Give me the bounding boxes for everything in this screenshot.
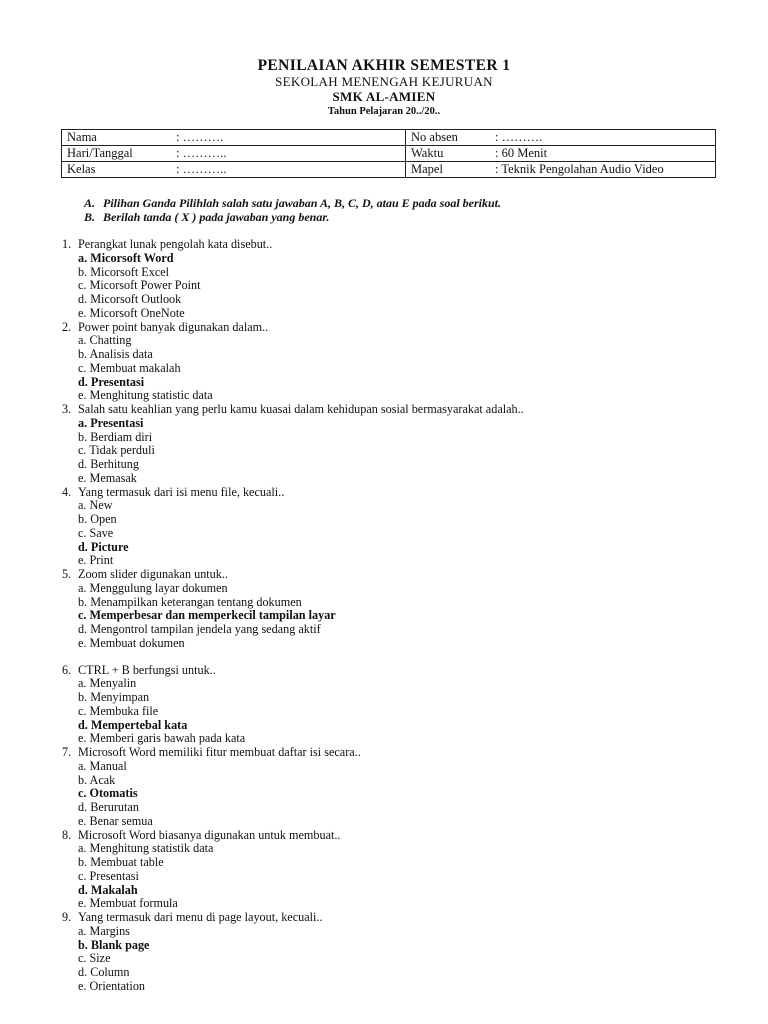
- nama-label: Nama: [67, 130, 97, 144]
- question-item: [62, 829, 524, 912]
- waktu-cell: [406, 146, 716, 162]
- question-text: [62, 486, 524, 500]
- answer-option[interactable]: e. Benar semua: [78, 813, 153, 828]
- answer-option-correct[interactable]: d. Presentasi: [78, 374, 145, 389]
- answer-option[interactable]: a. New: [78, 498, 113, 513]
- answer-option[interactable]: c. Tidak perduli: [78, 443, 155, 458]
- answer-option[interactable]: b. Menampilkan keterangan tentang dokumen: [78, 594, 302, 609]
- question-item: [62, 568, 524, 651]
- nama-cell: [62, 130, 406, 146]
- question-prompt: Microsoft Word biasanya digunakan untuk membuat..: [78, 827, 341, 842]
- question-item: [62, 403, 524, 486]
- answer-option[interactable]: d. Micorsoft Outlook: [78, 292, 182, 306]
- answer-option[interactable]: b. Berdiam diri: [78, 429, 153, 444]
- question-list: [62, 238, 524, 994]
- hari-value: : ………..: [176, 146, 227, 160]
- answer-option-correct[interactable]: a. Micorsoft Word: [78, 250, 174, 265]
- nama-value: : ……….: [176, 130, 224, 144]
- answer-option[interactable]: e. Memberi garis bawah pada kata: [78, 731, 246, 746]
- question-prompt: Zoom slider digunakan untuk..: [78, 567, 228, 581]
- answer-option[interactable]: d. Berurutan: [78, 800, 139, 814]
- question-item: [62, 911, 524, 994]
- question-text: [62, 746, 524, 760]
- answer-option[interactable]: b. Open: [78, 512, 117, 526]
- question-text: [62, 664, 524, 678]
- instruction-b: B. Berilah tanda ( X ) pada jawaban yang benar.: [84, 210, 330, 224]
- question-text: [62, 238, 524, 252]
- answer-option[interactable]: b. Analisis data: [78, 347, 153, 361]
- question-text: [62, 568, 524, 582]
- waktu-label: Waktu: [411, 146, 444, 160]
- answer-option[interactable]: e. Membuat dokumen: [78, 635, 185, 650]
- answer-option[interactable]: c. Presentasi: [78, 868, 139, 883]
- answer-option[interactable]: e. Micorsoft OneNote: [78, 305, 185, 320]
- answer-option[interactable]: a. Chatting: [78, 333, 132, 348]
- answer-option[interactable]: e. Memasak: [78, 470, 137, 485]
- answer-option-correct[interactable]: d. Picture: [78, 539, 129, 554]
- question-number: 3.: [62, 402, 72, 416]
- answer-option[interactable]: e. Membuat formula: [78, 896, 178, 911]
- question-item: [62, 238, 524, 321]
- answer-option[interactable]: b. Acak: [78, 772, 116, 787]
- school-name: SMK AL-AMIEN: [332, 89, 436, 104]
- question-number: 2.: [62, 319, 72, 334]
- question-number: 7.: [62, 745, 72, 759]
- answer-option[interactable]: b. Menyimpan: [78, 690, 150, 704]
- kelas-value: : ………..: [176, 162, 227, 176]
- answer-option[interactable]: c. Size: [78, 951, 111, 966]
- answer-option[interactable]: b. Micorsoft Excel: [78, 264, 170, 279]
- question-prompt: Perangkat lunak pengolah kata disebut..: [78, 237, 273, 251]
- answer-option-correct[interactable]: b. Blank page: [78, 937, 150, 952]
- answer-option[interactable]: c. Membuka file: [78, 703, 159, 718]
- mapel-value: : Teknik Pengolahan Audio Video: [495, 162, 664, 176]
- answer-option[interactable]: a. Margins: [78, 923, 130, 938]
- question-text: [62, 829, 524, 843]
- answer-option-correct[interactable]: d. Mempertebal kata: [78, 717, 188, 732]
- exam-header: [0, 57, 768, 119]
- instruction-a: A. Pilihan Ganda Pilihlah salah satu jawaban A, B, C, D, atau E pada soal berikut.: [84, 196, 501, 210]
- kelas-label: Kelas: [67, 162, 96, 176]
- answer-option[interactable]: a. Manual: [78, 758, 127, 773]
- question-number: 5.: [62, 567, 72, 581]
- answer-option[interactable]: a. Menyalin: [78, 676, 137, 691]
- answer-option-correct[interactable]: c. Otomatis: [78, 786, 138, 801]
- question-number: 4.: [62, 484, 72, 499]
- answer-option[interactable]: a. Menggulung layar dokumen: [78, 580, 228, 595]
- question-prompt: Salah satu keahlian yang perlu kamu kuasai dalam kehidupan sosial bermasyarakat adalah..: [78, 402, 524, 416]
- instructions: [84, 196, 501, 224]
- answer-option[interactable]: e. Orientation: [78, 978, 146, 993]
- answer-option[interactable]: c. Save: [78, 525, 114, 540]
- hari-label: Hari/Tanggal: [67, 146, 133, 160]
- question-text: [62, 911, 524, 925]
- question-text: [62, 321, 524, 335]
- hari-cell: [62, 146, 406, 162]
- question-number: 8.: [62, 827, 72, 842]
- absen-value: : ……….: [495, 130, 543, 144]
- question-number: 1.: [62, 237, 72, 251]
- absen-cell: [406, 130, 716, 146]
- exam-title: PENILAIAN AKHIR SEMESTER 1: [257, 57, 511, 74]
- student-info-table: [61, 129, 716, 178]
- academic-year: Tahun Pelajaran 20../20..: [327, 106, 441, 117]
- question-prompt: Yang termasuk dari menu di page layout, kecuali..: [78, 910, 323, 924]
- answer-option[interactable]: d. Berhitung: [78, 457, 139, 471]
- question-prompt: Yang termasuk dari isi menu file, kecuali..: [78, 484, 285, 499]
- question-prompt: Power point banyak digunakan dalam..: [78, 319, 269, 334]
- mapel-label: Mapel: [411, 162, 443, 176]
- answer-option[interactable]: e. Print: [78, 553, 114, 568]
- question-item: [62, 321, 524, 404]
- question-text: [62, 403, 524, 417]
- question-prompt: CTRL + B berfungsi untuk..: [78, 662, 216, 677]
- question-prompt: Microsoft Word memiliki fitur membuat daftar isi secara..: [78, 745, 361, 759]
- answer-option[interactable]: e. Menghitung statistic data: [78, 388, 213, 403]
- absen-label: No absen: [411, 130, 458, 144]
- answer-option[interactable]: b. Membuat table: [78, 855, 164, 869]
- mapel-cell: [406, 162, 716, 178]
- answer-option-correct[interactable]: d. Makalah: [78, 882, 138, 897]
- school-type: SEKOLAH MENENGAH KEJURUAN: [275, 74, 493, 89]
- question-number: 6.: [62, 662, 72, 677]
- question-item: [62, 746, 524, 829]
- answer-option[interactable]: c. Micorsoft Power Point: [78, 278, 201, 293]
- answer-option[interactable]: d. Column: [78, 965, 130, 979]
- answer-option[interactable]: a. Menghitung statistik data: [78, 841, 214, 856]
- answer-option[interactable]: d. Mengontrol tampilan jendela yang sedang aktif: [78, 622, 321, 636]
- question-number: 9.: [62, 910, 72, 924]
- answer-option[interactable]: c. Membuat makalah: [78, 360, 181, 375]
- waktu-value: : 60 Menit: [495, 146, 548, 160]
- question-item: [62, 486, 524, 569]
- answer-option-correct[interactable]: a. Presentasi: [78, 415, 144, 430]
- question-item: [62, 664, 524, 747]
- answer-option-correct[interactable]: c. Memperbesar dan memperkecil tampilan layar: [78, 608, 336, 623]
- kelas-cell: [62, 162, 406, 178]
